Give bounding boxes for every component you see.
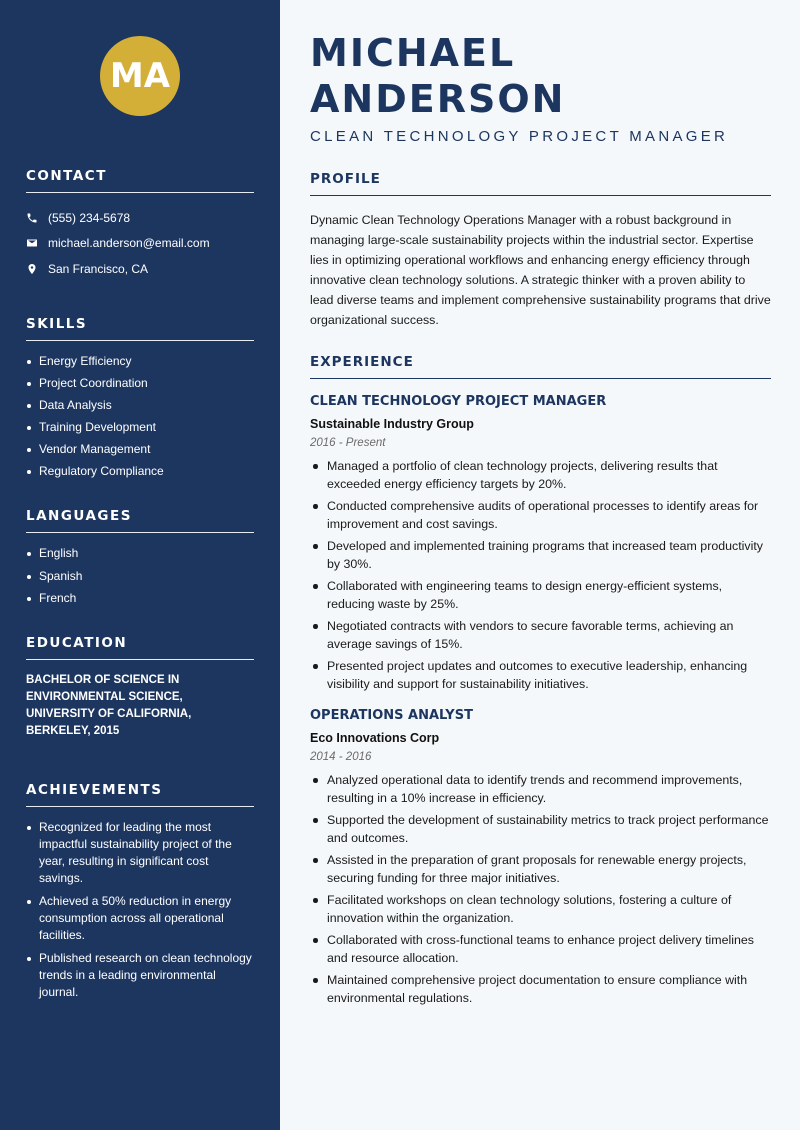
- education-section: [26, 635, 254, 740]
- job-bullet: Analyzed operational data to identify trends and recommend improvements, resulting in a 10% increase in efficiency.: [310, 771, 771, 807]
- sidebar: [0, 0, 280, 1130]
- candidate-name: MICHAEL ANDERSON: [310, 31, 566, 121]
- phone-icon: [26, 212, 38, 224]
- job-entry: [310, 707, 771, 1007]
- experience-section: [310, 354, 771, 1007]
- job-bullet: Negotiated contracts with vendors to secure favorable terms, achieving an average savings of 15%.: [310, 617, 771, 653]
- job-dates: 2016 - Present: [310, 437, 386, 449]
- achievement-item: Achieved a 50% reduction in energy consumption across all operational facilities.: [26, 893, 254, 944]
- skill-item: Training Development: [26, 419, 254, 436]
- location-pin-icon: [26, 263, 38, 275]
- main-content: [310, 30, 771, 1021]
- job-bullet: Facilitated workshops on clean technology solutions, fostering a culture of innovation within the organization.: [310, 891, 771, 927]
- education-heading: EDUCATION: [26, 635, 254, 660]
- skills-section: [26, 316, 254, 481]
- skill-item: Energy Efficiency: [26, 353, 254, 370]
- profile-heading: PROFILE: [310, 171, 771, 196]
- contact-heading: CONTACT: [26, 168, 254, 193]
- language-item: French: [26, 590, 254, 607]
- location-text: San Francisco, CA: [48, 261, 149, 276]
- contact-location: [26, 256, 254, 282]
- language-item: Spanish: [26, 568, 254, 585]
- job-bullet: Supported the development of sustainability metrics to track project performance and outcomes.: [310, 811, 771, 847]
- phone-text: (555) 234-5678: [48, 210, 131, 225]
- achievements-section: [26, 782, 254, 1001]
- job-entry: [310, 393, 771, 693]
- job-title-subtitle: CLEAN TECHNOLOGY PROJECT MANAGER: [310, 128, 729, 145]
- job-bullet: Conducted comprehensive audits of operational processes to identify areas for improvement and cost savings.: [310, 497, 771, 533]
- email-icon: [26, 237, 38, 249]
- achievements-list: [26, 819, 254, 1001]
- experience-heading: EXPERIENCE: [310, 354, 771, 379]
- job-dates: 2014 - 2016: [310, 751, 372, 763]
- skill-item: Project Coordination: [26, 375, 254, 392]
- contact-email[interactable]: [26, 231, 254, 257]
- languages-section: [26, 508, 254, 606]
- avatar: MA: [100, 36, 180, 116]
- job-company: Eco Innovations Corp: [310, 731, 440, 745]
- education-degree: BACHELOR OF SCIENCE IN ENVIRONMENTAL SCIENCE, UNIVERSITY OF CALIFORNIA, BERKELEY, 2015: [26, 673, 192, 737]
- job-company: Sustainable Industry Group: [310, 417, 474, 431]
- skills-heading: SKILLS: [26, 316, 254, 341]
- languages-heading: LANGUAGES: [26, 508, 254, 533]
- contact-section: [26, 168, 254, 282]
- job-title: OPERATIONS ANALYST: [310, 708, 473, 723]
- job-bullet: Collaborated with engineering teams to design energy-efficient systems, reducing waste by 25%.: [310, 577, 771, 613]
- job-bullet: Collaborated with cross-functional teams to enhance project delivery timelines and resource allocation.: [310, 931, 771, 967]
- job-bullet: Managed a portfolio of clean technology projects, delivering results that exceeded energy efficiency targets by 20%.: [310, 457, 771, 493]
- skill-item: Data Analysis: [26, 397, 254, 414]
- job-bullet: Assisted in the preparation of grant proposals for renewable energy projects, securing funding for three major initiatives.: [310, 851, 771, 887]
- contact-phone[interactable]: [26, 205, 254, 231]
- skill-item: Vendor Management: [26, 441, 254, 458]
- job-bullet: Developed and implemented training programs that increased team productivity by 30%.: [310, 537, 771, 573]
- job-bullet: Maintained comprehensive project documentation to ensure compliance with environmental regulations.: [310, 971, 771, 1007]
- skill-item: Regulatory Compliance: [26, 463, 254, 480]
- language-item: English: [26, 545, 254, 562]
- job-bullets: [310, 457, 771, 693]
- job-bullets: [310, 771, 771, 1007]
- job-bullet: Presented project updates and outcomes to executive leadership, enhancing visibility and support for sustainability initiatives.: [310, 657, 771, 693]
- achievements-heading: ACHIEVEMENTS: [26, 782, 254, 807]
- skills-list: [26, 353, 254, 481]
- profile-text: Dynamic Clean Technology Operations Manager with a robust background in managing large-scale sustainability projects within the industrial sector. Expertise lies in optimizing operational workflows and enhancing energy efficiency through innovative clean technology solutions. A strategic thinker with a proven ability to lead diverse teams and implement comprehensive sustainability programs that drive organizational success.: [310, 213, 771, 327]
- profile-section: [310, 171, 771, 330]
- achievement-item: Published research on clean technology trends in a leading environmental journal.: [26, 950, 254, 1001]
- languages-list: [26, 545, 254, 606]
- job-title: CLEAN TECHNOLOGY PROJECT MANAGER: [310, 394, 607, 409]
- email-text: michael.anderson@email.com: [48, 236, 210, 251]
- achievement-item: Recognized for leading the most impactful sustainability project of the year, resulting in significant cost savings.: [26, 819, 254, 887]
